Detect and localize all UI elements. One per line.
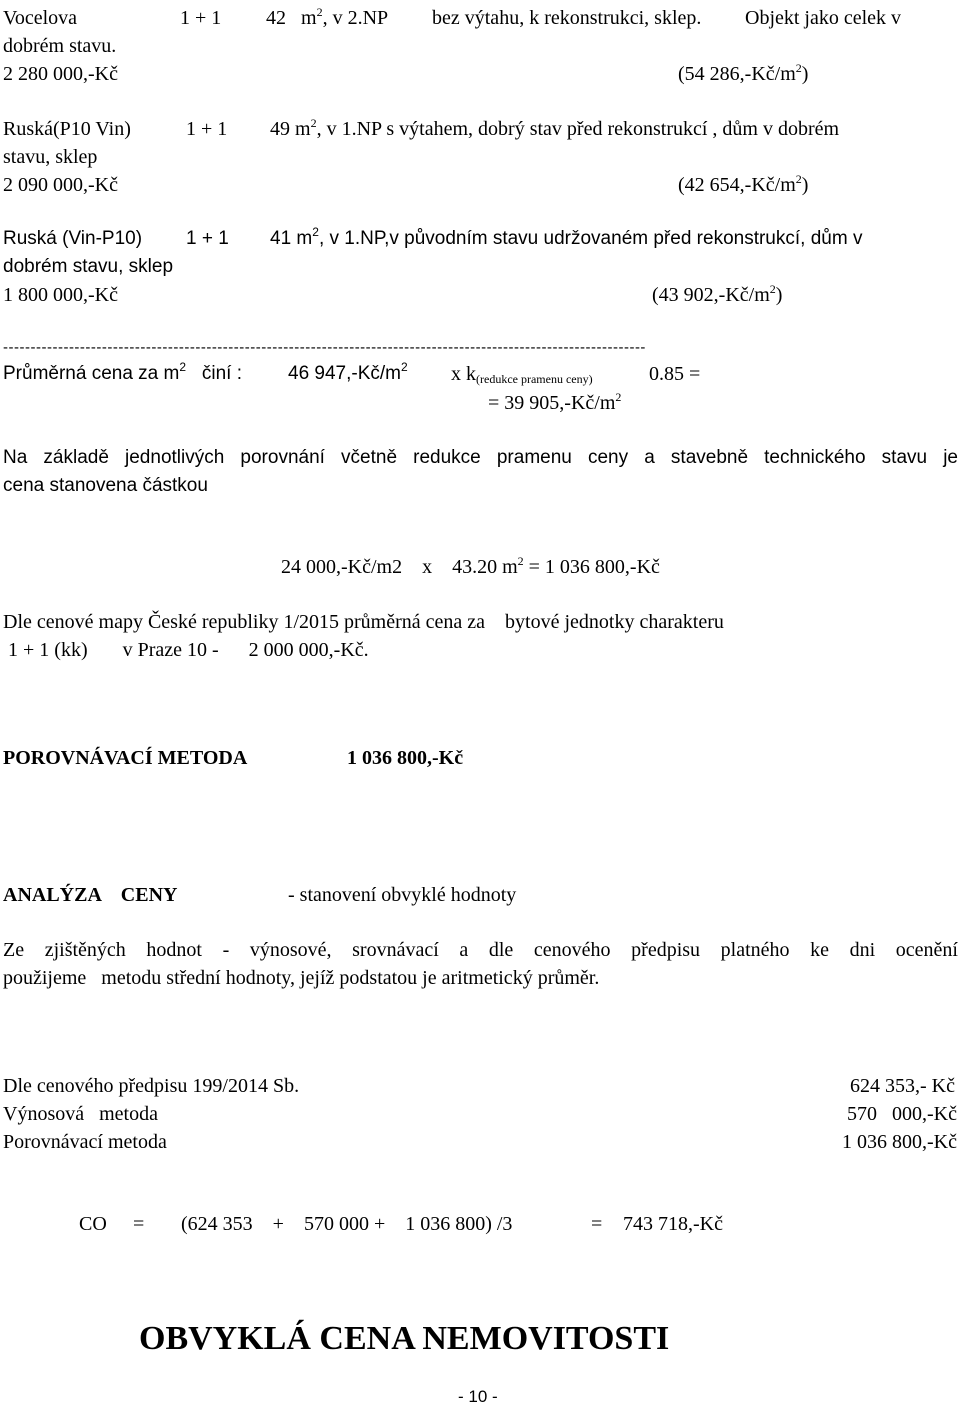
average-result: = 39 $905,-Kč/m^2$ [488, 390, 622, 414]
listing-2-desc-line2: stavu, sklep [3, 146, 98, 168]
analysis-text-line-2: použijeme metodu střední hodnoty, jejíž podstatou je aritmetický průměr. [3, 967, 600, 989]
listing-1-price: 2 280 000,-Kč [3, 63, 118, 85]
listing-1-desc-tail: Objekt jako celek v [745, 7, 902, 29]
basis-line-1: Na základě jednotlivých porovnání včetně redukce pramenu ceny a stavebně technického stavu je [3, 447, 958, 468]
listing-2-area-desc: 49 $m^2$, v 1.NP s výtahem, dobrý stav před rekonstrukcí , dům v dobrém [270, 116, 840, 140]
summary-label-comparative: Porovnávací metoda [3, 1131, 167, 1153]
listing-1-desc-line2: dobrém stavu. [3, 35, 117, 57]
listing-1-rooms: 1 + 1 [180, 7, 222, 29]
listing-3-rooms: 1 + 1 [186, 228, 229, 249]
price-map-line-1: Dle cenové mapy České republiky 1/2015 průměrná cena za bytové jednotky charakteru [3, 611, 724, 633]
basis-line-2: cena stanovena částkou [3, 475, 208, 496]
average-coefficient: 0.85 = [649, 363, 701, 385]
listing-1-area: 42 $m^2$, v 2.NP [266, 5, 389, 29]
page-title: OBVYKLÁ CENA NEMOVITOSTI [139, 1320, 670, 1357]
analysis-subtitle: - stanovení obvyklé hodnoty [288, 884, 517, 906]
listing-2-rooms: 1 + 1 [186, 118, 228, 140]
analysis-heading: ANALÝZA CENY [3, 884, 178, 906]
formula-result: 743 718,-Kč [623, 1213, 723, 1235]
summary-value-comparative: 1 036 800,-Kč [842, 1131, 957, 1153]
listing-3-price: 1 800 000,-Kč [3, 284, 118, 306]
summary-label-price-regulation: Dle cenového předpisu 199/2014 Sb. [3, 1075, 300, 1097]
comparative-method-heading: POROVNÁVACÍ METODA [3, 747, 248, 769]
summary-value-income: 570 000,-Kč [847, 1103, 957, 1125]
formula-equals-2: = [591, 1213, 603, 1235]
dashed-divider: --------------------------------------------------------------------------------------------------------------------- [3, 340, 646, 355]
formula-co: CO [79, 1213, 107, 1235]
average-multiplier: x $k_{(redukce pramenu ceny)}$ [451, 363, 593, 386]
summary-label-income: Výnosová metoda [3, 1103, 158, 1125]
average-label: Průměrná cena za $m^2$ činí : [3, 360, 243, 384]
listing-2-name: Ruská(P10 Vin) [3, 118, 131, 140]
listing-3-area-desc: 41 $m^2$, v 1.NP,v původním stavu udržovaném před rekonstrukcí, dům v [270, 225, 863, 249]
listing-3-desc-line2: dobrém stavu, sklep [3, 256, 174, 277]
comparative-method-value: 1 036 800,-Kč [347, 747, 464, 769]
listing-1-price-per-m2: (54 $286,-Kč/m^2$) [678, 61, 809, 85]
formula-equals: = [133, 1213, 145, 1235]
summary-value-price-regulation: 624 353,- Kč [850, 1075, 955, 1097]
formula-expression: (624 353 + 570 000 + 1 036 800) /3 [181, 1213, 513, 1235]
listing-1-desc: bez výtahu, k rekonstrukci, sklep. [432, 7, 702, 29]
listing-2-price: 2 090 000,-Kč [3, 174, 118, 196]
page-number: - 10 - [458, 1387, 498, 1406]
price-map-line-2: 1 + 1 (kk) v Praze 10 - 2 000 000,-Kč. [3, 639, 369, 661]
listing-1-name: Vocelova [3, 7, 78, 29]
unit-price-calculation: 24 000,-Kč/m2 x 43.20 $m^2 = 1$ 036 800,-Kč [281, 554, 660, 578]
average-value: 46 $947,-Kč/m^2$ [288, 360, 408, 384]
listing-3-price-per-m2: (43 $902,-Kč/m^2$) [652, 282, 783, 306]
listing-2-price-per-m2: (42 $654,-Kč/m^2$) [678, 172, 809, 196]
listing-3-name: Ruská (Vin-P10) [3, 228, 143, 249]
analysis-text-line-1: Ze zjištěných hodnot - výnosové, srovnávací a dle cenového předpisu platného ke dni ocenění [3, 939, 958, 961]
